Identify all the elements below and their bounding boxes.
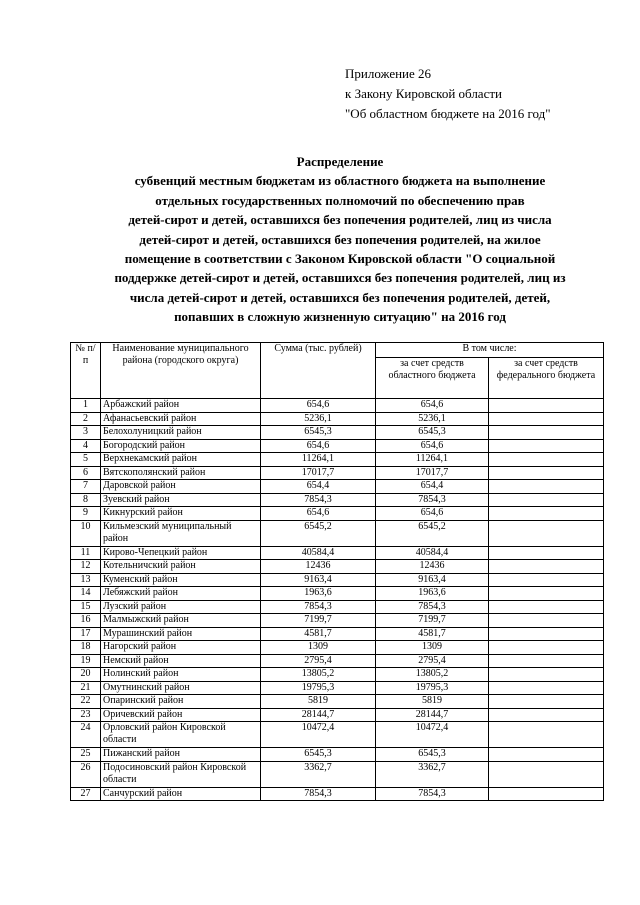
- federal-value: [489, 614, 604, 628]
- table-row: [71, 708, 604, 722]
- district-name: Немский район: [101, 654, 261, 668]
- title-line: попавших в сложную жизненную ситуацию" на 2016 год: [174, 309, 506, 325]
- row-number: 25: [71, 748, 101, 762]
- regional-value: 7854,3: [376, 600, 489, 614]
- table-row: [71, 546, 604, 560]
- regional-value: 5236,1: [376, 412, 489, 426]
- regional-value: 28144,7: [376, 708, 489, 722]
- table-row: [71, 426, 604, 440]
- table-row: [71, 787, 604, 801]
- row-number: 17: [71, 627, 101, 641]
- sum-value: 6545,3: [261, 748, 376, 762]
- sum-value: 17017,7: [261, 466, 376, 480]
- federal-value: [489, 546, 604, 560]
- table-row: [71, 453, 604, 467]
- district-name: Куменский район: [101, 573, 261, 587]
- federal-value: [489, 722, 604, 748]
- table-row: [71, 439, 604, 453]
- table-row: [71, 614, 604, 628]
- federal-value: [489, 668, 604, 682]
- header-federal: за счет средств федерального бюджета: [489, 358, 604, 399]
- sum-value: 10472,4: [261, 722, 376, 748]
- regional-value: 7854,3: [376, 493, 489, 507]
- table-row: [71, 507, 604, 521]
- table-row: [71, 681, 604, 695]
- regional-value: 3362,7: [376, 761, 489, 787]
- row-number: 7: [71, 480, 101, 494]
- federal-value: [489, 681, 604, 695]
- federal-value: [489, 412, 604, 426]
- title-line: детей-сирот и детей, оставшихся без попечения родителей, лиц из числа: [128, 212, 552, 228]
- regional-value: 7854,3: [376, 787, 489, 801]
- regional-value: 40584,4: [376, 546, 489, 560]
- sum-value: 654,6: [261, 507, 376, 521]
- federal-value: [489, 480, 604, 494]
- table-row: [71, 573, 604, 587]
- regional-value: 6545,3: [376, 426, 489, 440]
- federal-value: [489, 627, 604, 641]
- sum-value: 12436: [261, 560, 376, 574]
- row-number: 27: [71, 787, 101, 801]
- regional-value: 9163,4: [376, 573, 489, 587]
- district-name: Лузский район: [101, 600, 261, 614]
- district-name: Оричевский район: [101, 708, 261, 722]
- district-name: Даровской район: [101, 480, 261, 494]
- district-name: Орловский район Кировской области: [101, 722, 261, 748]
- regional-value: 7199,7: [376, 614, 489, 628]
- regional-value: 654,6: [376, 439, 489, 453]
- row-number: 15: [71, 600, 101, 614]
- federal-value: [489, 439, 604, 453]
- sum-value: 654,4: [261, 480, 376, 494]
- federal-value: [489, 493, 604, 507]
- title-line: субвенций местным бюджетам из областного бюджета на выполнение: [134, 173, 546, 189]
- title-heading: Распределение: [296, 154, 384, 169]
- table-row: [71, 695, 604, 709]
- row-number: 24: [71, 722, 101, 748]
- federal-value: [489, 708, 604, 722]
- district-name: Мурашинский район: [101, 627, 261, 641]
- document-title: [60, 152, 620, 327]
- sum-value: 28144,7: [261, 708, 376, 722]
- sum-value: 654,6: [261, 439, 376, 453]
- sum-value: 5236,1: [261, 412, 376, 426]
- table-row: [71, 761, 604, 787]
- federal-value: [489, 573, 604, 587]
- district-name: Кирово-Чепецкий район: [101, 546, 261, 560]
- sum-value: 40584,4: [261, 546, 376, 560]
- district-name: Белохолуницкий район: [101, 426, 261, 440]
- regional-value: 5819: [376, 695, 489, 709]
- district-name: Омутнинский район: [101, 681, 261, 695]
- row-number: 16: [71, 614, 101, 628]
- sum-value: 19795,3: [261, 681, 376, 695]
- district-name: Пижанский район: [101, 748, 261, 762]
- sum-value: 1309: [261, 641, 376, 655]
- sum-value: 7854,3: [261, 600, 376, 614]
- sum-value: 13805,2: [261, 668, 376, 682]
- table-row: [71, 399, 604, 413]
- sum-value: 5819: [261, 695, 376, 709]
- regional-value: 10472,4: [376, 722, 489, 748]
- district-name: Опаринский район: [101, 695, 261, 709]
- federal-value: [489, 466, 604, 480]
- table-row: [71, 722, 604, 748]
- row-number: 18: [71, 641, 101, 655]
- federal-value: [489, 748, 604, 762]
- table-row: [71, 748, 604, 762]
- header-including: В том числе:: [376, 343, 604, 358]
- federal-value: [489, 641, 604, 655]
- regional-value: 654,4: [376, 480, 489, 494]
- federal-value: [489, 560, 604, 574]
- sum-value: 6545,3: [261, 426, 376, 440]
- district-name: Кильмезский муниципальный район: [101, 520, 261, 546]
- district-name: Кикнурский район: [101, 507, 261, 521]
- title-line: отдельных государственных полномочий по обеспечению прав: [155, 192, 525, 208]
- table-row: [71, 412, 604, 426]
- sum-value: 9163,4: [261, 573, 376, 587]
- district-name: Богородский район: [101, 439, 261, 453]
- appendix-law: к Закону Кировской области: [345, 86, 502, 101]
- row-number: 12: [71, 560, 101, 574]
- federal-value: [489, 520, 604, 546]
- table-row: [71, 520, 604, 546]
- federal-value: [489, 587, 604, 601]
- sum-value: 2795,4: [261, 654, 376, 668]
- table-row: [71, 641, 604, 655]
- title-line: помещение в соответствии с Законом Кировской области "О социальной: [124, 251, 556, 267]
- row-number: 8: [71, 493, 101, 507]
- sum-value: 7199,7: [261, 614, 376, 628]
- district-name: Санчурский район: [101, 787, 261, 801]
- federal-value: [489, 787, 604, 801]
- title-line: детей-сирот и детей, оставшихся без попечения родителей, на жилое: [139, 231, 541, 247]
- appendix-header: [345, 64, 551, 124]
- header-num: № п/п: [71, 343, 101, 399]
- sum-value: 6545,2: [261, 520, 376, 546]
- sum-value: 11264,1: [261, 453, 376, 467]
- district-name: Арбажский район: [101, 399, 261, 413]
- regional-value: 6545,3: [376, 748, 489, 762]
- district-name: Зуевский район: [101, 493, 261, 507]
- federal-value: [489, 600, 604, 614]
- district-name: Афанасьевский район: [101, 412, 261, 426]
- sum-value: 1963,6: [261, 587, 376, 601]
- district-name: Подосиновский район Кировской области: [101, 761, 261, 787]
- district-name: Нагорский район: [101, 641, 261, 655]
- subvention-table: [70, 342, 604, 801]
- sum-value: 3362,7: [261, 761, 376, 787]
- row-number: 3: [71, 426, 101, 440]
- header-name: Наименование муниципального района (городского округа): [101, 343, 261, 399]
- row-number: 22: [71, 695, 101, 709]
- table-row: [71, 560, 604, 574]
- district-name: Малмыжский район: [101, 614, 261, 628]
- federal-value: [489, 507, 604, 521]
- row-number: 1: [71, 399, 101, 413]
- federal-value: [489, 453, 604, 467]
- sum-value: 4581,7: [261, 627, 376, 641]
- district-name: Верхнекамский район: [101, 453, 261, 467]
- row-number: 13: [71, 573, 101, 587]
- header-sum: Сумма (тыс. рублей): [261, 343, 376, 399]
- regional-value: 654,6: [376, 507, 489, 521]
- table-row: [71, 493, 604, 507]
- row-number: 4: [71, 439, 101, 453]
- row-number: 21: [71, 681, 101, 695]
- federal-value: [489, 654, 604, 668]
- row-number: 14: [71, 587, 101, 601]
- appendix-law-title: "Об областном бюджете на 2016 год": [345, 106, 551, 121]
- row-number: 23: [71, 708, 101, 722]
- federal-value: [489, 426, 604, 440]
- federal-value: [489, 399, 604, 413]
- federal-value: [489, 695, 604, 709]
- row-number: 2: [71, 412, 101, 426]
- row-number: 11: [71, 546, 101, 560]
- regional-value: 4581,7: [376, 627, 489, 641]
- regional-value: 12436: [376, 560, 489, 574]
- table-row: [71, 587, 604, 601]
- sum-value: 654,6: [261, 399, 376, 413]
- row-number: 9: [71, 507, 101, 521]
- district-name: Лебяжский район: [101, 587, 261, 601]
- regional-value: 1309: [376, 641, 489, 655]
- table-row: [71, 627, 604, 641]
- table-row: [71, 654, 604, 668]
- district-name: Нолинский район: [101, 668, 261, 682]
- regional-value: 6545,2: [376, 520, 489, 546]
- regional-value: 654,6: [376, 399, 489, 413]
- row-number: 20: [71, 668, 101, 682]
- row-number: 6: [71, 466, 101, 480]
- table-row: [71, 466, 604, 480]
- table-row: [71, 600, 604, 614]
- regional-value: 2795,4: [376, 654, 489, 668]
- district-name: Вятскополянский район: [101, 466, 261, 480]
- regional-value: 19795,3: [376, 681, 489, 695]
- table-row: [71, 668, 604, 682]
- appendix-number: Приложение 26: [345, 66, 432, 81]
- regional-value: 13805,2: [376, 668, 489, 682]
- regional-value: 17017,7: [376, 466, 489, 480]
- row-number: 10: [71, 520, 101, 546]
- district-name: Котельничский район: [101, 560, 261, 574]
- header-regional: за счет средств областного бюджета: [376, 358, 489, 399]
- title-line: поддержке детей-сирот и детей, оставшихся без попечения родителей, лиц из: [114, 270, 566, 286]
- row-number: 5: [71, 453, 101, 467]
- row-number: 19: [71, 654, 101, 668]
- federal-value: [489, 761, 604, 787]
- sum-value: 7854,3: [261, 493, 376, 507]
- regional-value: 1963,6: [376, 587, 489, 601]
- title-line: числа детей-сирот и детей, оставшихся без попечения родителей, детей,: [129, 289, 551, 305]
- row-number: 26: [71, 761, 101, 787]
- sum-value: 7854,3: [261, 787, 376, 801]
- table-row: [71, 480, 604, 494]
- regional-value: 11264,1: [376, 453, 489, 467]
